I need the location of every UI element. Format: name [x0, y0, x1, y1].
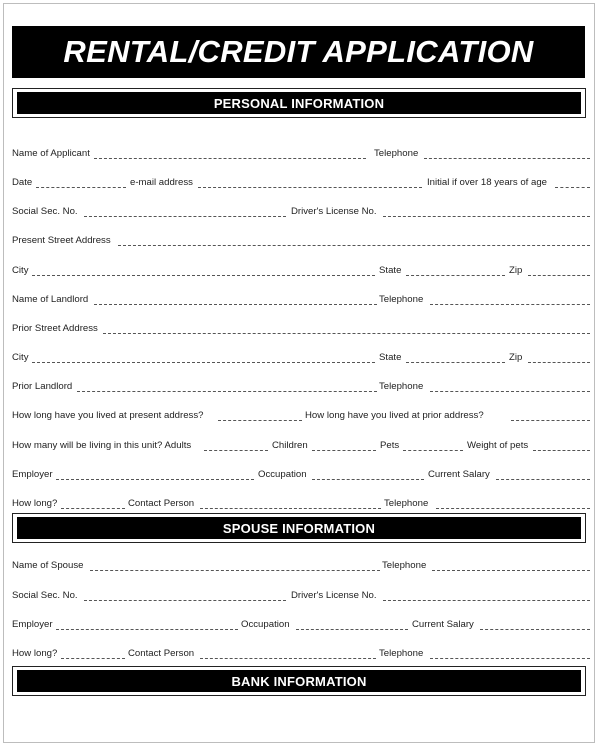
form-title: RENTAL/CREDIT APPLICATION: [12, 26, 585, 78]
label-landlord-telephone: Telephone: [379, 294, 424, 305]
label-employer: Employer: [12, 469, 53, 480]
field-prior-zip[interactable]: [528, 362, 590, 363]
label-prior-landlord: Prior Landlord: [12, 381, 73, 392]
field-how-long[interactable]: [61, 508, 125, 509]
field-employer-telephone[interactable]: [436, 508, 590, 509]
label-prior-zip: Zip: [509, 352, 523, 363]
field-spouse-name[interactable]: [90, 570, 380, 571]
field-prior-state[interactable]: [406, 362, 505, 363]
field-children[interactable]: [312, 450, 376, 451]
label-name-of-spouse: Name of Spouse: [12, 560, 84, 571]
label-name-of-landlord: Name of Landlord: [12, 294, 89, 305]
row-spouse-employer: [12, 617, 592, 633]
field-current-salary[interactable]: [496, 479, 590, 480]
label-zip: Zip: [509, 265, 523, 276]
field-prior-city[interactable]: [32, 362, 375, 363]
label-email: e-mail address: [130, 177, 193, 188]
row-present-address: [12, 233, 592, 249]
label-telephone: Telephone: [374, 148, 419, 159]
bank-section-header: [12, 666, 586, 696]
field-email[interactable]: [198, 187, 422, 188]
personal-section-header: [12, 88, 586, 118]
label-contact-person: Contact Person: [128, 498, 195, 509]
label-spouse-telephone: Telephone: [382, 560, 427, 571]
label-date: Date: [12, 177, 33, 188]
field-zip[interactable]: [528, 275, 590, 276]
field-landlord-telephone[interactable]: [430, 304, 590, 305]
field-spouse-employer-telephone[interactable]: [430, 658, 590, 659]
row-spouse-employment-length: [12, 646, 592, 662]
row-prior-city: [12, 350, 592, 366]
row-prior-landlord: [12, 379, 592, 395]
field-spouse-how-long[interactable]: [61, 658, 125, 659]
field-initial-over-18[interactable]: [555, 187, 590, 188]
field-date[interactable]: [36, 187, 126, 188]
field-occupation[interactable]: [312, 479, 424, 480]
row-occupants: [12, 438, 592, 454]
label-spouse-employer-telephone: Telephone: [379, 648, 424, 659]
field-drivers-license[interactable]: [383, 216, 590, 217]
field-landlord-name[interactable]: [94, 304, 377, 305]
row-employer: [12, 467, 592, 483]
row-landlord: [12, 292, 592, 308]
row-spouse-name: [12, 558, 592, 574]
label-social-sec: Social Sec. No.: [12, 206, 78, 217]
field-spouse-occupation[interactable]: [296, 629, 408, 630]
label-drivers-license: Driver's License No.: [291, 206, 377, 217]
spouse-section-title: SPOUSE INFORMATION: [17, 517, 581, 539]
label-prior-state: State: [379, 352, 402, 363]
field-adults[interactable]: [204, 450, 268, 451]
field-spouse-drivers-license[interactable]: [383, 600, 590, 601]
row-ssn-license: [12, 204, 592, 220]
label-prior-landlord-telephone: Telephone: [379, 381, 424, 392]
field-city[interactable]: [32, 275, 375, 276]
label-prior-street-address: Prior Street Address: [12, 323, 98, 334]
row-applicant-name: [12, 146, 592, 162]
row-employment-length: [12, 496, 592, 512]
spouse-section-header: [12, 513, 586, 543]
label-spouse-occupation: Occupation: [241, 619, 290, 630]
field-spouse-current-salary[interactable]: [480, 629, 590, 630]
row-prior-address: [12, 321, 592, 337]
label-lived-present: How long have you lived at present address?: [12, 410, 204, 421]
label-pets: Pets: [380, 440, 400, 451]
field-weight-of-pets[interactable]: [533, 450, 590, 451]
label-spouse-current-salary: Current Salary: [412, 619, 474, 630]
field-spouse-employer[interactable]: [56, 629, 238, 630]
label-city: City: [12, 265, 29, 276]
field-prior-landlord-telephone[interactable]: [430, 391, 590, 392]
row-how-long-lived: [12, 408, 592, 424]
label-spouse-social-sec: Social Sec. No.: [12, 590, 78, 601]
label-prior-city: City: [12, 352, 29, 363]
field-lived-prior[interactable]: [511, 420, 590, 421]
field-spouse-social-sec[interactable]: [84, 600, 286, 601]
label-weight-of-pets: Weight of pets: [467, 440, 529, 451]
label-initial-over-18: Initial if over 18 years of age: [427, 177, 547, 188]
row-spouse-ssn: [12, 588, 592, 604]
bank-section-title: BANK INFORMATION: [17, 670, 581, 692]
label-current-salary: Current Salary: [428, 469, 490, 480]
field-spouse-telephone[interactable]: [432, 570, 590, 571]
field-prior-landlord[interactable]: [77, 391, 377, 392]
label-spouse-employer: Employer: [12, 619, 53, 630]
label-children: Children: [272, 440, 308, 451]
row-present-city: [12, 263, 592, 279]
label-employer-telephone: Telephone: [384, 498, 429, 509]
field-lived-present[interactable]: [218, 420, 302, 421]
field-state[interactable]: [406, 275, 505, 276]
field-present-street-address[interactable]: [118, 245, 590, 246]
field-pets[interactable]: [403, 450, 463, 451]
field-social-sec[interactable]: [84, 216, 286, 217]
label-adults: How many will be living in this unit? Adults: [12, 440, 192, 451]
label-spouse-drivers-license: Driver's License No.: [291, 590, 377, 601]
label-present-street-address: Present Street Address: [12, 235, 111, 246]
label-state: State: [379, 265, 402, 276]
label-occupation: Occupation: [258, 469, 307, 480]
label-lived-prior: How long have you lived at prior address?: [305, 410, 484, 421]
field-telephone[interactable]: [424, 158, 590, 159]
label-name-of-applicant: Name of Applicant: [12, 148, 90, 159]
label-spouse-contact-person: Contact Person: [128, 648, 195, 659]
personal-section-title: PERSONAL INFORMATION: [17, 92, 581, 114]
label-how-long: How long?: [12, 498, 58, 509]
field-applicant-name[interactable]: [94, 158, 366, 159]
row-date-email: [12, 175, 592, 191]
field-contact-person[interactable]: [200, 508, 381, 509]
field-spouse-contact-person[interactable]: [200, 658, 376, 659]
label-spouse-how-long: How long?: [12, 648, 58, 659]
field-employer[interactable]: [56, 479, 254, 480]
field-prior-street-address[interactable]: [103, 333, 590, 334]
